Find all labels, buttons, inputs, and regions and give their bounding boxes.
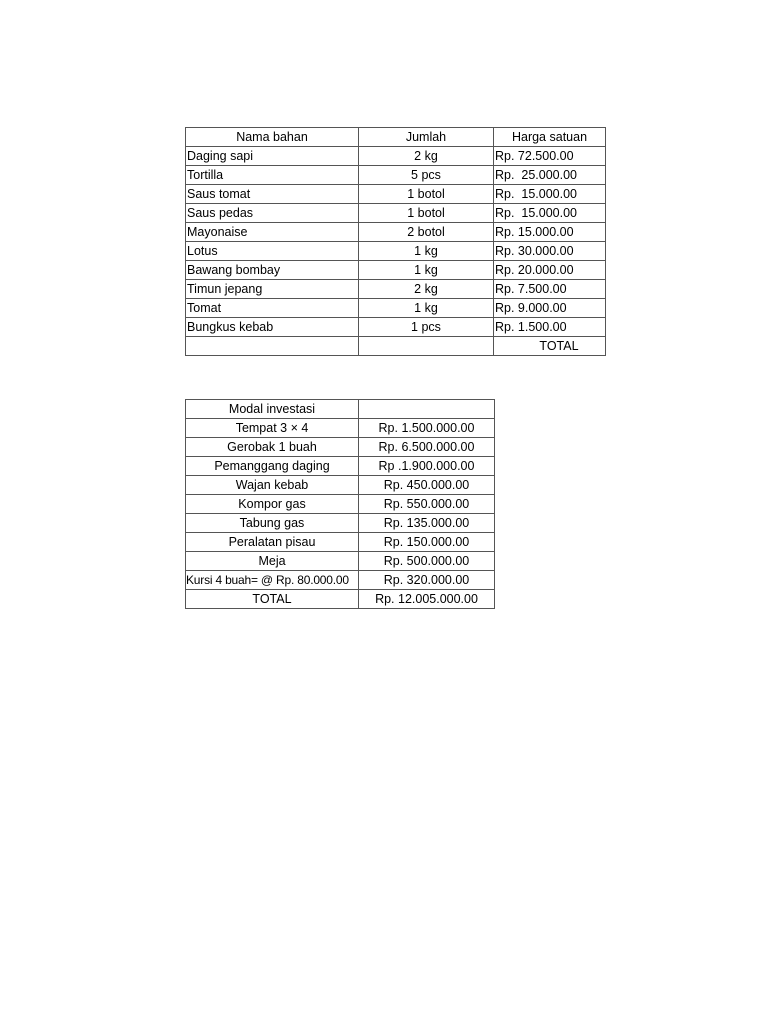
ingredient-name: Tomat	[186, 299, 359, 318]
investment-item: Meja	[186, 552, 359, 571]
empty-cell	[359, 337, 494, 356]
investment-value: Rp. 450.000.00	[359, 476, 495, 495]
table-row	[186, 476, 495, 495]
table-row	[186, 204, 606, 223]
table-row	[186, 166, 606, 185]
ingredient-qty: 1 pcs	[359, 318, 494, 337]
table-row	[186, 280, 606, 299]
total-label: TOTAL	[186, 590, 359, 609]
ingredient-name: Tortilla	[186, 166, 359, 185]
investment-item: Kompor gas	[186, 495, 359, 514]
investment-value: Rp. 320.000.00	[359, 571, 495, 590]
table-header-row	[186, 128, 606, 147]
investment-value: Rp. 550.000.00	[359, 495, 495, 514]
table-row	[186, 419, 495, 438]
investment-value: Rp. 135.000.00	[359, 514, 495, 533]
table-row	[186, 533, 495, 552]
table-row	[186, 185, 606, 204]
table-row	[186, 223, 606, 242]
investment-value: Rp .1.900.000.00	[359, 457, 495, 476]
investment-item: Kursi 4 buah= @ Rp. 80.000.00	[186, 571, 359, 590]
investment-table	[185, 399, 495, 609]
table-row	[186, 242, 606, 261]
investment-item: Tempat 3 × 4	[186, 419, 359, 438]
ingredient-name: Bungkus kebab	[186, 318, 359, 337]
investment-item: Gerobak 1 buah	[186, 438, 359, 457]
total-value: Rp. 12.005.000.00	[359, 590, 495, 609]
ingredient-name: Timun jepang	[186, 280, 359, 299]
ingredient-price: Rp. 20.000.00	[494, 261, 606, 280]
table-row	[186, 514, 495, 533]
total-label: TOTAL	[494, 337, 606, 356]
investment-value: Rp. 500.000.00	[359, 552, 495, 571]
table-row	[186, 438, 495, 457]
ingredient-price: Rp. 15.000.00	[494, 204, 606, 223]
ingredient-qty: 2 botol	[359, 223, 494, 242]
investment-value: Rp. 1.500.000.00	[359, 419, 495, 438]
ingredient-name: Saus pedas	[186, 204, 359, 223]
table-row	[186, 457, 495, 476]
ingredients-table	[185, 127, 606, 356]
empty-cell	[359, 400, 495, 419]
ingredient-price: Rp. 15.000.00	[494, 185, 606, 204]
total-row	[186, 590, 495, 609]
ingredient-name: Lotus	[186, 242, 359, 261]
investment-value: Rp. 6.500.000.00	[359, 438, 495, 457]
table-row	[186, 571, 495, 590]
investment-value: Rp. 150.000.00	[359, 533, 495, 552]
empty-cell	[186, 337, 359, 356]
ingredient-price: Rp. 7.500.00	[494, 280, 606, 299]
investment-item: Wajan kebab	[186, 476, 359, 495]
investment-item: Peralatan pisau	[186, 533, 359, 552]
ingredient-price: Rp. 9.000.00	[494, 299, 606, 318]
ingredient-qty: 5 pcs	[359, 166, 494, 185]
table-row	[186, 495, 495, 514]
ingredient-price: Rp. 72.500.00	[494, 147, 606, 166]
table-row	[186, 552, 495, 571]
table-row	[186, 299, 606, 318]
ingredient-name: Daging sapi	[186, 147, 359, 166]
ingredient-qty: 1 kg	[359, 261, 494, 280]
ingredient-price: Rp. 25.000.00	[494, 166, 606, 185]
ingredient-qty: 1 botol	[359, 204, 494, 223]
ingredient-qty: 2 kg	[359, 280, 494, 299]
total-row	[186, 337, 606, 356]
table-row	[186, 147, 606, 166]
header-modal-investasi: Modal investasi	[186, 400, 359, 419]
investment-item: Tabung gas	[186, 514, 359, 533]
ingredient-qty: 1 kg	[359, 299, 494, 318]
header-nama-bahan: Nama bahan	[186, 128, 359, 147]
header-jumlah: Jumlah	[359, 128, 494, 147]
ingredient-qty: 2 kg	[359, 147, 494, 166]
ingredient-name: Mayonaise	[186, 223, 359, 242]
ingredient-price: Rp. 1.500.00	[494, 318, 606, 337]
ingredient-name: Bawang bombay	[186, 261, 359, 280]
header-harga-satuan: Harga satuan	[494, 128, 606, 147]
ingredient-qty: 1 kg	[359, 242, 494, 261]
investment-item: Pemanggang daging	[186, 457, 359, 476]
ingredient-price: Rp. 30.000.00	[494, 242, 606, 261]
ingredient-price: Rp. 15.000.00	[494, 223, 606, 242]
ingredient-name: Saus tomat	[186, 185, 359, 204]
table-row	[186, 261, 606, 280]
table-header-row	[186, 400, 495, 419]
table-row	[186, 318, 606, 337]
ingredient-qty: 1 botol	[359, 185, 494, 204]
